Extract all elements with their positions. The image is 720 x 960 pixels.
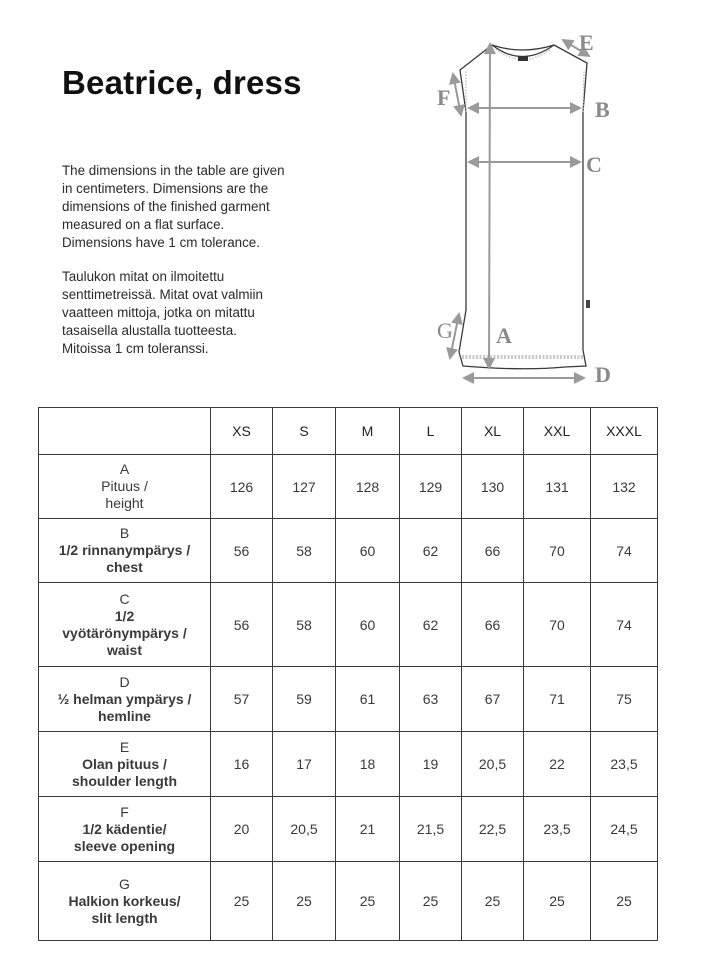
size-header: L (400, 408, 462, 455)
value-cell: 21 (336, 797, 400, 862)
measurement-label: G Halkion korkeus/ slit length (39, 862, 211, 941)
description-line: in centimeters. Dimensions are the (62, 181, 269, 196)
label-d: D (595, 362, 611, 387)
value-cell: 62 (400, 519, 462, 583)
header-row (39, 408, 658, 455)
value-cell: 67 (462, 667, 524, 732)
value-cell: 24,5 (591, 797, 658, 862)
size-chart-table (38, 407, 658, 941)
value-cell: 20,5 (273, 797, 336, 862)
value-cell: 25 (400, 862, 462, 941)
value-cell: 127 (273, 455, 336, 519)
value-cell: 25 (462, 862, 524, 941)
value-cell: 56 (211, 583, 273, 667)
side-label-icon (586, 300, 590, 308)
value-cell: 60 (336, 519, 400, 583)
value-cell: 25 (591, 862, 658, 941)
table-row (39, 797, 658, 862)
value-cell: 130 (462, 455, 524, 519)
label-a: A (496, 323, 512, 348)
value-cell: 66 (462, 519, 524, 583)
neck-label-icon (518, 56, 528, 61)
value-cell: 25 (211, 862, 273, 941)
size-header: S (273, 408, 336, 455)
description-line: tasaisella alustalla tuotteesta. (62, 323, 237, 338)
table-row (39, 519, 658, 583)
measurement-label: E Olan pituus / shoulder length (39, 732, 211, 797)
value-cell: 131 (524, 455, 591, 519)
page-title: Beatrice, dress (62, 64, 302, 101)
value-cell: 57 (211, 667, 273, 732)
value-cell: 75 (591, 667, 658, 732)
value-cell: 132 (591, 455, 658, 519)
description-english (62, 162, 352, 252)
description-line: Taulukon mitat on ilmoitettu (62, 269, 225, 284)
size-header: XXXL (591, 408, 658, 455)
value-cell: 74 (591, 583, 658, 667)
measurement-label: B 1/2 rinnanympärys / chest (39, 519, 211, 583)
measurement-label: C 1/2 vyötärönympärys / waist (39, 583, 211, 667)
header-empty-cell (39, 408, 211, 455)
value-cell: 58 (273, 519, 336, 583)
description-line: vaatteen mittoja, jotka on mitattu (62, 305, 255, 320)
description-line: measured on a flat surface. (62, 217, 225, 232)
measurement-label: D ½ helman ympärys / hemline (39, 667, 211, 732)
value-cell: 56 (211, 519, 273, 583)
value-cell: 16 (211, 732, 273, 797)
description-line: The dimensions in the table are given (62, 163, 285, 178)
label-b: B (595, 97, 610, 122)
size-header: XL (462, 408, 524, 455)
value-cell: 129 (400, 455, 462, 519)
value-cell: 23,5 (591, 732, 658, 797)
label-c: C (586, 152, 602, 177)
measurement-label: F 1/2 kädentie/ sleeve opening (39, 797, 211, 862)
value-cell: 17 (273, 732, 336, 797)
value-cell: 21,5 (400, 797, 462, 862)
value-cell: 66 (462, 583, 524, 667)
label-g: G (437, 318, 453, 343)
value-cell: 63 (400, 667, 462, 732)
description-line: senttimetreissä. Mitat ovat valmiin (62, 287, 263, 302)
value-cell: 62 (400, 583, 462, 667)
label-e: E (579, 30, 594, 55)
size-header: XXL (524, 408, 591, 455)
size-header: XS (211, 408, 273, 455)
value-cell: 60 (336, 583, 400, 667)
value-cell: 71 (524, 667, 591, 732)
measurement-label: A Pituus / height (39, 455, 211, 519)
value-cell: 23,5 (524, 797, 591, 862)
dress-outline (459, 45, 587, 369)
value-cell: 25 (273, 862, 336, 941)
value-cell: 70 (524, 583, 591, 667)
value-cell: 128 (336, 455, 400, 519)
value-cell: 70 (524, 519, 591, 583)
value-cell: 61 (336, 667, 400, 732)
value-cell: 20,5 (462, 732, 524, 797)
arrow-f-sleeve (453, 74, 461, 115)
size-header: M (336, 408, 400, 455)
table-row (39, 455, 658, 519)
value-cell: 25 (524, 862, 591, 941)
value-cell: 22 (524, 732, 591, 797)
description-finnish (62, 268, 352, 358)
value-cell: 74 (591, 519, 658, 583)
table-row (39, 667, 658, 732)
value-cell: 126 (211, 455, 273, 519)
value-cell: 18 (336, 732, 400, 797)
value-cell: 58 (273, 583, 336, 667)
value-cell: 25 (336, 862, 400, 941)
dress-measurement-diagram (420, 25, 630, 395)
description-line: dimensions of the finished garment (62, 199, 270, 214)
label-f: F (437, 85, 451, 110)
table-row (39, 862, 658, 941)
value-cell: 20 (211, 797, 273, 862)
value-cell: 22,5 (462, 797, 524, 862)
description-line: Dimensions have 1 cm tolerance. (62, 235, 260, 250)
description-line: Mitoissa 1 cm toleranssi. (62, 341, 209, 356)
table-row (39, 583, 658, 667)
table-row (39, 732, 658, 797)
arrow-a-height (489, 44, 490, 368)
value-cell: 19 (400, 732, 462, 797)
value-cell: 59 (273, 667, 336, 732)
